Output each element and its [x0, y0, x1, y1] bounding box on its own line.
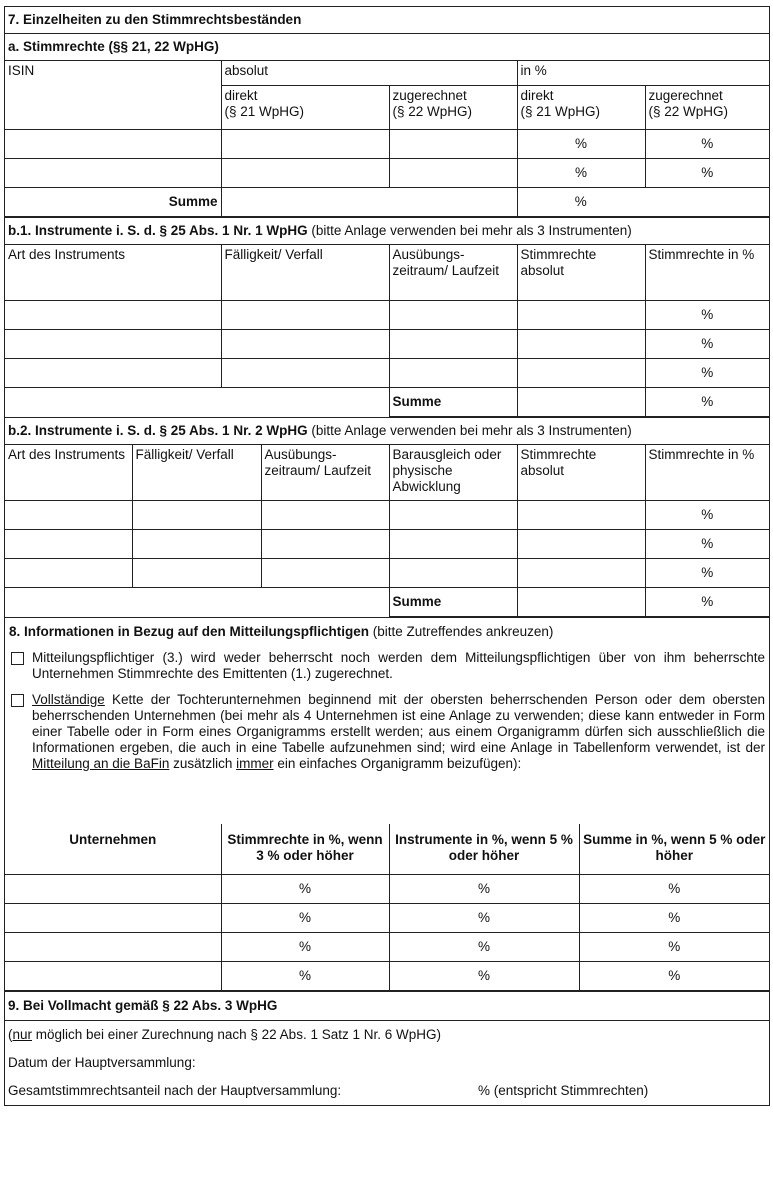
- b2-faelligkeit-field[interactable]: [132, 559, 261, 588]
- summe-pct-field[interactable]: %: [579, 903, 769, 932]
- b1-faelligkeit-field[interactable]: [221, 359, 389, 388]
- empty-cell: [5, 388, 389, 417]
- section-9-title: 9. Bei Vollmacht gemäß § 22 Abs. 3 WpHG: [5, 991, 769, 1020]
- unternehmen-field[interactable]: [5, 932, 221, 961]
- summe-absolut-field[interactable]: [221, 188, 517, 217]
- section-7a-table: [5, 7, 769, 217]
- b2-ausuebung-field[interactable]: [261, 501, 389, 530]
- b1-ausuebung-field[interactable]: [389, 359, 517, 388]
- b2-col-ausuebung: Ausübungs- zeitraum/ Laufzeit: [261, 445, 389, 501]
- unternehmen-field[interactable]: [5, 961, 221, 990]
- instrumente-pct-field[interactable]: %: [389, 903, 579, 932]
- b2-barausgleich-field[interactable]: [389, 559, 517, 588]
- summe-row: [5, 588, 769, 617]
- b2-barausgleich-field[interactable]: [389, 530, 517, 559]
- zugerechnet-pct-header: zugerechnet (§ 22 WpHG): [645, 86, 769, 130]
- zugerechnet-pct-field[interactable]: %: [645, 130, 769, 159]
- direkt-pct-field[interactable]: %: [517, 159, 645, 188]
- b1-summe-label: Summe: [389, 388, 517, 417]
- b2-col-stimmrechte-pct: Stimmrechte in %: [645, 445, 769, 501]
- option-not-controlled: Mitteilungspflichtiger (3.) wird weder beherrscht noch werden dem Mitteilungspflichtigen über von ihm beherrschte Unternehmen Stimmrechte des Emittenten (1.) zugerechnet.: [9, 650, 765, 682]
- b2-col-art: Art des Instruments: [5, 445, 132, 501]
- table-row: [5, 359, 769, 388]
- b1-ausuebung-field[interactable]: [389, 301, 517, 330]
- b1-faelligkeit-field[interactable]: [221, 330, 389, 359]
- b1-pct-field[interactable]: %: [645, 330, 769, 359]
- section-b1-table: [5, 217, 769, 417]
- summe-pct-field[interactable]: %: [579, 932, 769, 961]
- b2-art-field[interactable]: [5, 501, 132, 530]
- section-8-table: [5, 824, 769, 991]
- datum-hauptversammlung-label: Datum der Hauptversammlung:: [8, 1054, 196, 1070]
- section-b2-table: [5, 417, 769, 617]
- b2-faelligkeit-field[interactable]: [132, 501, 261, 530]
- b2-barausgleich-field[interactable]: [389, 501, 517, 530]
- summe-row: [5, 388, 769, 417]
- col-instrumente: Instrumente in %, wenn 5 % oder höher: [389, 824, 579, 874]
- b1-pct-field[interactable]: %: [645, 359, 769, 388]
- empty-cell: [5, 588, 389, 617]
- b1-summe-pct-field[interactable]: %: [645, 388, 769, 417]
- stimmrechte-pct-field[interactable]: %: [221, 961, 389, 990]
- b1-art-field[interactable]: [5, 330, 221, 359]
- table-row: [5, 559, 769, 588]
- col-stimmrechte: Stimmrechte in %, wenn 3 % oder höher: [221, 824, 389, 874]
- summe-pct-field[interactable]: %: [579, 874, 769, 903]
- checkbox-full-chain[interactable]: [11, 694, 24, 707]
- table-row: [5, 301, 769, 330]
- section-b2-title: b.2. Instrumente i. S. d. § 25 Abs. 1 Nr. 2 WpHG (bitte Anlage verwenden bei mehr als 3 Instrumenten): [5, 418, 769, 445]
- b1-absolut-field[interactable]: [517, 301, 645, 330]
- direkt-field[interactable]: [221, 130, 389, 159]
- instrumente-pct-field[interactable]: %: [389, 932, 579, 961]
- checkbox-not-controlled[interactable]: [11, 652, 24, 665]
- instrumente-pct-field[interactable]: %: [389, 961, 579, 990]
- b1-faelligkeit-field[interactable]: [221, 301, 389, 330]
- section-9-note: (nur möglich bei einer Zurechnung nach § 22 Abs. 1 Satz 1 Nr. 6 WpHG): [8, 1026, 441, 1042]
- b2-summe-label: Summe: [389, 588, 517, 617]
- b2-col-stimmrechte-absolut: Stimmrechte absolut: [517, 445, 645, 501]
- stimmrechte-pct-field[interactable]: %: [221, 932, 389, 961]
- b2-ausuebung-field[interactable]: [261, 559, 389, 588]
- absolut-header: absolut: [221, 61, 517, 86]
- b1-col-ausuebung: Ausübungs- zeitraum/ Laufzeit: [389, 245, 517, 301]
- summe-label: Summe: [5, 188, 221, 217]
- table-row: [5, 903, 769, 932]
- b2-ausuebung-field[interactable]: [261, 530, 389, 559]
- option-full-chain: Vollständige Kette der Tochterunternehmen beginnend mit der obersten beherrschenden Person oder dem obersten beherrschenden Unternehmen (bei mehr als 4 Unternehmen ist eine Anlage zu verwenden; diese kann entweder in Form einer Tabelle oder in Form eines Organigramms erstellt werden; aus einem Organigramm dürfen sich ausschließlich die Informationen ergeben, die auch in eine Tabelle aufzunehmen sind; wird eine Anlage in Tabellenform verwendet, ist der Mitteilung an die BaFin zusätzlich immer ein einfaches Organigramm beizufügen):: [9, 692, 765, 772]
- section-8: [5, 617, 769, 772]
- in-pct-header: in %: [517, 61, 769, 86]
- zugerechnet-pct-field[interactable]: %: [645, 159, 769, 188]
- table-row: [5, 159, 769, 188]
- b2-absolut-field[interactable]: [517, 501, 645, 530]
- zugerechnet-header: zugerechnet (§ 22 WpHG): [389, 86, 517, 130]
- b2-absolut-field[interactable]: [517, 559, 645, 588]
- isin-field[interactable]: [5, 159, 221, 188]
- b1-absolut-field[interactable]: [517, 330, 645, 359]
- section-8-title: 8. Informationen in Bezug auf den Mitteilungspflichtigen (bitte Zutreffendes ankreuzen): [9, 624, 554, 639]
- summe-pct-field[interactable]: %: [517, 188, 769, 217]
- table-row: [5, 961, 769, 990]
- table-row: [5, 932, 769, 961]
- stimmrechte-pct-field[interactable]: %: [221, 903, 389, 932]
- b2-summe-pct-field[interactable]: %: [645, 588, 769, 617]
- b2-summe-absolut-field[interactable]: [517, 588, 645, 617]
- b2-art-field[interactable]: [5, 559, 132, 588]
- b1-absolut-field[interactable]: [517, 359, 645, 388]
- instrumente-pct-field[interactable]: %: [389, 874, 579, 903]
- b2-pct-field[interactable]: %: [645, 530, 769, 559]
- summe-row: [5, 188, 769, 217]
- unternehmen-field[interactable]: [5, 874, 221, 903]
- voting-rights-form: [4, 6, 770, 1106]
- gesamtstimmrechtsanteil-label: Gesamtstimmrechtsanteil nach der Hauptversammlung:: [8, 1082, 342, 1098]
- table-row: [5, 130, 769, 159]
- stimmrechte-pct-field[interactable]: %: [221, 874, 389, 903]
- section-7-title: 7. Einzelheiten zu den Stimmrechtsbeständen: [5, 7, 769, 34]
- direkt-pct-field[interactable]: %: [517, 130, 645, 159]
- b1-col-art: Art des Instruments: [5, 245, 221, 301]
- b2-absolut-field[interactable]: [517, 530, 645, 559]
- b2-col-faelligkeit: Fälligkeit/ Verfall: [132, 445, 261, 501]
- zugerechnet-field[interactable]: [389, 130, 517, 159]
- b2-faelligkeit-field[interactable]: [132, 530, 261, 559]
- table-row: [5, 501, 769, 530]
- direkt-pct-header: direkt (§ 21 WpHG): [517, 86, 645, 130]
- b2-col-barausgleich: Barausgleich oder physische Abwicklung: [389, 445, 517, 501]
- b1-summe-absolut-field[interactable]: [517, 388, 645, 417]
- b1-art-field[interactable]: [5, 359, 221, 388]
- gesamtstimmrechtsanteil-unit: % (entspricht Stimmrechten): [478, 1082, 649, 1098]
- b1-col-faelligkeit: Fälligkeit/ Verfall: [221, 245, 389, 301]
- section-7a-title: a. Stimmrechte (§§ 21, 22 WpHG): [5, 34, 769, 61]
- col-unternehmen: Unternehmen: [5, 824, 221, 874]
- b1-ausuebung-field[interactable]: [389, 330, 517, 359]
- direkt-field[interactable]: [221, 159, 389, 188]
- b2-pct-field[interactable]: %: [645, 501, 769, 530]
- section-b1-title: b.1. Instrumente i. S. d. § 25 Abs. 1 Nr. 1 WpHG (bitte Anlage verwenden bei mehr als 3 Instrumenten): [5, 218, 769, 245]
- b1-art-field[interactable]: [5, 301, 221, 330]
- table-row: [5, 330, 769, 359]
- table-row: [5, 530, 769, 559]
- section-9-table: [5, 991, 769, 1105]
- col-summe: Summe in %, wenn 5 % oder höher: [579, 824, 769, 874]
- unternehmen-field[interactable]: [5, 903, 221, 932]
- isin-header: ISIN: [5, 61, 221, 130]
- summe-pct-field[interactable]: %: [579, 961, 769, 990]
- direkt-header: direkt (§ 21 WpHG): [221, 86, 389, 130]
- b1-pct-field[interactable]: %: [645, 301, 769, 330]
- b1-col-stimmrechte-absolut: Stimmrechte absolut: [517, 245, 645, 301]
- b2-art-field[interactable]: [5, 530, 132, 559]
- isin-field[interactable]: [5, 130, 221, 159]
- b1-col-stimmrechte-pct: Stimmrechte in %: [645, 245, 769, 301]
- zugerechnet-field[interactable]: [389, 159, 517, 188]
- table-row: [5, 874, 769, 903]
- b2-pct-field[interactable]: %: [645, 559, 769, 588]
